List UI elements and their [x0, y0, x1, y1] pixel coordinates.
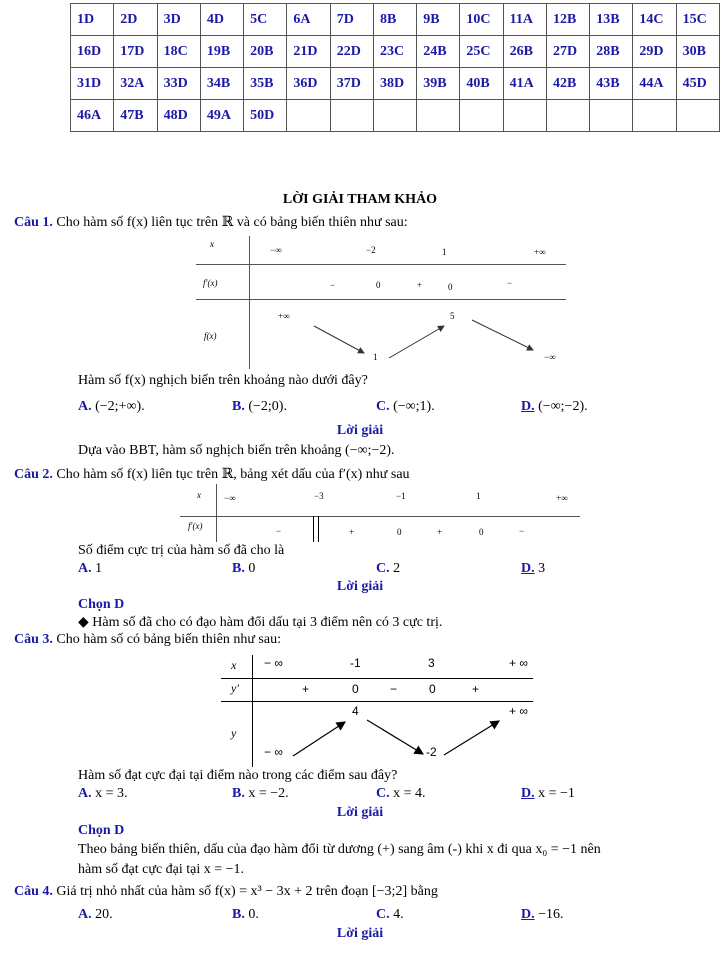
answer-key-cell: 42B [546, 68, 589, 100]
answer-key-cell: 13B [590, 4, 633, 36]
q3-yp-sign: 0 [352, 682, 359, 696]
option-key: C. [376, 907, 390, 922]
section-title: LỜI GIẢI THAM KHẢO [282, 192, 438, 207]
q2-label: Câu 2. [14, 467, 53, 482]
option-key: A. [78, 786, 92, 801]
option-key: C. [376, 786, 390, 801]
q3-y-val: -2 [426, 745, 437, 759]
answer-key-cell: 35B [244, 68, 287, 100]
q1-fp-sign: + [417, 280, 423, 290]
option-value: (−2;+∞). [95, 399, 145, 414]
q1-f-val: +∞ [278, 311, 290, 321]
answer-key-cell: 5C [244, 4, 287, 36]
q3-question: Hàm số đạt cực đại tại điểm nào trong các điểm sau đây? [78, 768, 398, 783]
q1-f-val: 1 [373, 352, 378, 362]
q3-x-head: x [231, 658, 237, 672]
answer-key-cell: 48D [157, 100, 200, 132]
answer-key-cell: 18C [157, 36, 200, 68]
option-key: C. [376, 561, 390, 576]
answer-key-cell: 38D [373, 68, 416, 100]
q4-label: Câu 4. [14, 884, 53, 899]
answer-key-cell: 3D [157, 4, 200, 36]
q3-arrow-down [367, 720, 423, 754]
q2-x-val: +∞ [556, 493, 568, 503]
option-value: 1 [95, 561, 103, 576]
answer-key-cell: 17D [114, 36, 157, 68]
answer-key-cell: 16D [71, 36, 114, 68]
answer-key-cell: 33D [157, 68, 200, 100]
q3-arrow-up [293, 722, 345, 756]
q1-f-head: f(x) [204, 331, 217, 341]
q1-fp-sign: − [507, 278, 513, 288]
answer-key-cell: 25C [460, 36, 503, 68]
answer-key-cell: 11A [503, 4, 546, 36]
q3-x-val: + ∞ [509, 656, 528, 670]
answer-key-cell: 9B [417, 4, 460, 36]
answer-key-cell: 23C [373, 36, 416, 68]
option-value: (−∞;1). [393, 399, 435, 414]
q1-text: Cho hàm số f(x) liên tục trên ℝ và có bảng biến thiên như sau: [56, 215, 408, 230]
q4-solution-label: Lời giải [336, 926, 384, 941]
q3-x-val: -1 [350, 656, 361, 670]
q1-question: Hàm số f(x) nghịch biến trên khoảng nào dưới đây? [78, 373, 368, 388]
q2-x-val: −3 [314, 491, 324, 501]
option-key: C. [376, 399, 390, 414]
q3-yp-sign: + [302, 682, 310, 696]
q3-y-val: + ∞ [509, 704, 528, 718]
option-key-correct: D. [521, 907, 535, 922]
q1-x-val: −2 [366, 245, 376, 255]
answer-key-cell: 4D [200, 4, 243, 36]
option-key: B. [232, 786, 245, 801]
q2-fp-sign: + [349, 527, 355, 537]
q1-x-val: 1 [442, 247, 447, 257]
q4-header [14, 884, 438, 900]
option-value: x = 4. [393, 786, 426, 801]
option-key-correct: D. [521, 786, 535, 801]
option-key: A. [78, 399, 92, 414]
option-value: (−2;0). [248, 399, 287, 414]
option-key-correct: D. [521, 561, 535, 576]
q3-x-val: − ∞ [264, 656, 283, 670]
q1-solution: Dựa vào BBT, hàm số nghịch biến trên khoảng (−∞;−2). [78, 443, 395, 458]
q3-x-val: 3 [428, 656, 435, 670]
answer-key-cell: 46A [71, 100, 114, 132]
option-key: A. [78, 907, 92, 922]
answer-key-cell: 28B [590, 36, 633, 68]
answer-key-cell: 45D [676, 68, 719, 100]
option-value: 0 [248, 561, 256, 576]
q2-x-val: −∞ [224, 493, 236, 503]
option-value: −16. [538, 907, 564, 922]
q1-fp-sign: 0 [448, 282, 453, 292]
q2-fp-sign: 0 [479, 527, 484, 537]
answer-key-cell: 30B [676, 36, 719, 68]
q3-yp-sign: − [390, 682, 398, 696]
q3-y-val: 4 [352, 704, 359, 718]
option-key-correct: D. [521, 399, 535, 414]
answer-key-cell: 47B [114, 100, 157, 132]
answer-key-cell: 7D [330, 4, 373, 36]
q3-label: Câu 3. [14, 632, 53, 647]
answer-key-cell: 39B [417, 68, 460, 100]
q1-solution-label: Lời giải [336, 423, 384, 438]
q2-x-val: 1 [476, 491, 481, 501]
q2-fp-head: f′(x) [188, 521, 203, 531]
answer-key-cell: 14C [633, 4, 676, 36]
answer-key-cell: 29D [633, 36, 676, 68]
answer-key-cell: 36D [287, 68, 330, 100]
answer-key-cell: 31D [71, 68, 114, 100]
answer-key-cell: 2D [114, 4, 157, 36]
q2-solution-label: Lời giải [336, 579, 384, 594]
q1-fp-head: f′(x) [203, 278, 218, 288]
option-value: x = 3. [95, 786, 128, 801]
answer-key-cell: 26B [503, 36, 546, 68]
q3-solution-line-1: Theo bảng biến thiên, dấu của đạo hàm đổi từ dương (+) sang âm (-) khi x đi qua x₀ = −1 nên [78, 842, 601, 857]
answer-key-cell: 32A [114, 68, 157, 100]
q1-x-head: x [210, 239, 214, 249]
answer-key-cell: 12B [546, 4, 589, 36]
q3-arrow-up [444, 721, 499, 755]
q2-fp-sign: − [519, 526, 525, 536]
q3-y-head: y [231, 726, 237, 740]
q2-fp-sign: + [437, 527, 443, 537]
q3-y-val: − ∞ [264, 745, 283, 759]
answer-key-cell: 27D [546, 36, 589, 68]
q3-yp-sign: + [472, 682, 480, 696]
q4-text: Giá trị nhỏ nhất của hàm số f(x) = x³ − 3x + 2 trên đoạn [−3;2] bằng [56, 884, 438, 899]
bullet-icon: ◆ [78, 615, 89, 630]
option-key: B. [232, 561, 245, 576]
answer-key-cell: 41A [503, 68, 546, 100]
q1-fp-sign: − [330, 280, 336, 290]
answer-key-cell: 1D [71, 4, 114, 36]
option-key: A. [78, 561, 92, 576]
q1-f-val: 5 [450, 311, 455, 321]
q2-question: Số điểm cực trị của hàm số đã cho là [78, 543, 285, 558]
option-value: 0. [248, 907, 259, 922]
answer-key-cell: 10C [460, 4, 503, 36]
q2-x-head: x [197, 490, 201, 500]
q2-x-val: −1 [396, 491, 406, 501]
option-value: 2 [393, 561, 401, 576]
option-value: 3 [538, 561, 546, 576]
answer-key-cell: 50D [244, 100, 287, 132]
q1-x-val: −∞ [270, 245, 282, 255]
option-value: 4. [393, 907, 404, 922]
option-value: x = −2. [248, 786, 289, 801]
q2-choose: Chọn D [78, 597, 125, 612]
q2-text: Cho hàm số f(x) liên tục trên ℝ, bảng xét dấu của f′(x) như sau [56, 467, 410, 482]
q3-text: Cho hàm số có bảng biến thiên như sau: [56, 632, 281, 647]
answer-key-cell: 21D [287, 36, 330, 68]
q3-choose: Chọn D [78, 823, 125, 838]
q3-yp-head: y′ [231, 681, 239, 695]
answer-key-cell: 15C [676, 4, 719, 36]
answer-key-cell: 49A [200, 100, 243, 132]
q1-label: Câu 1. [14, 215, 53, 230]
answer-key-cell: 22D [330, 36, 373, 68]
answer-key-cell: 24B [417, 36, 460, 68]
answer-key-cell: 40B [460, 68, 503, 100]
q1-f-val: −∞ [544, 352, 556, 362]
q3-solution-label: Lời giải [336, 805, 384, 820]
q3-yp-sign: 0 [429, 682, 436, 696]
answer-key-cell: 34B [200, 68, 243, 100]
q1-x-val: +∞ [534, 247, 546, 257]
answer-key-cell: 20B [244, 36, 287, 68]
answer-key-cell: 44A [633, 68, 676, 100]
answer-key-cell: 8B [373, 4, 416, 36]
answer-key-cell: 19B [200, 36, 243, 68]
option-value: (−∞;−2). [538, 399, 588, 414]
q1-fp-sign: 0 [376, 280, 381, 290]
q2-fp-sign: 0 [397, 527, 402, 537]
q2-solution-text: Hàm số đã cho có đạo hàm đổi dấu tại 3 điểm nên có 3 cực trị. [92, 615, 443, 630]
option-value: x = −1 [538, 786, 575, 801]
answer-key-cell: 6A [287, 4, 330, 36]
option-key: B. [232, 399, 245, 414]
q2-fp-sign: − [276, 526, 282, 536]
option-value: 20. [95, 907, 113, 922]
answer-key-cell: 37D [330, 68, 373, 100]
option-key: B. [232, 907, 245, 922]
answer-key-cell: 43B [590, 68, 633, 100]
q3-solution-line-2: hàm số đạt cực đại tại x = −1. [78, 862, 245, 877]
